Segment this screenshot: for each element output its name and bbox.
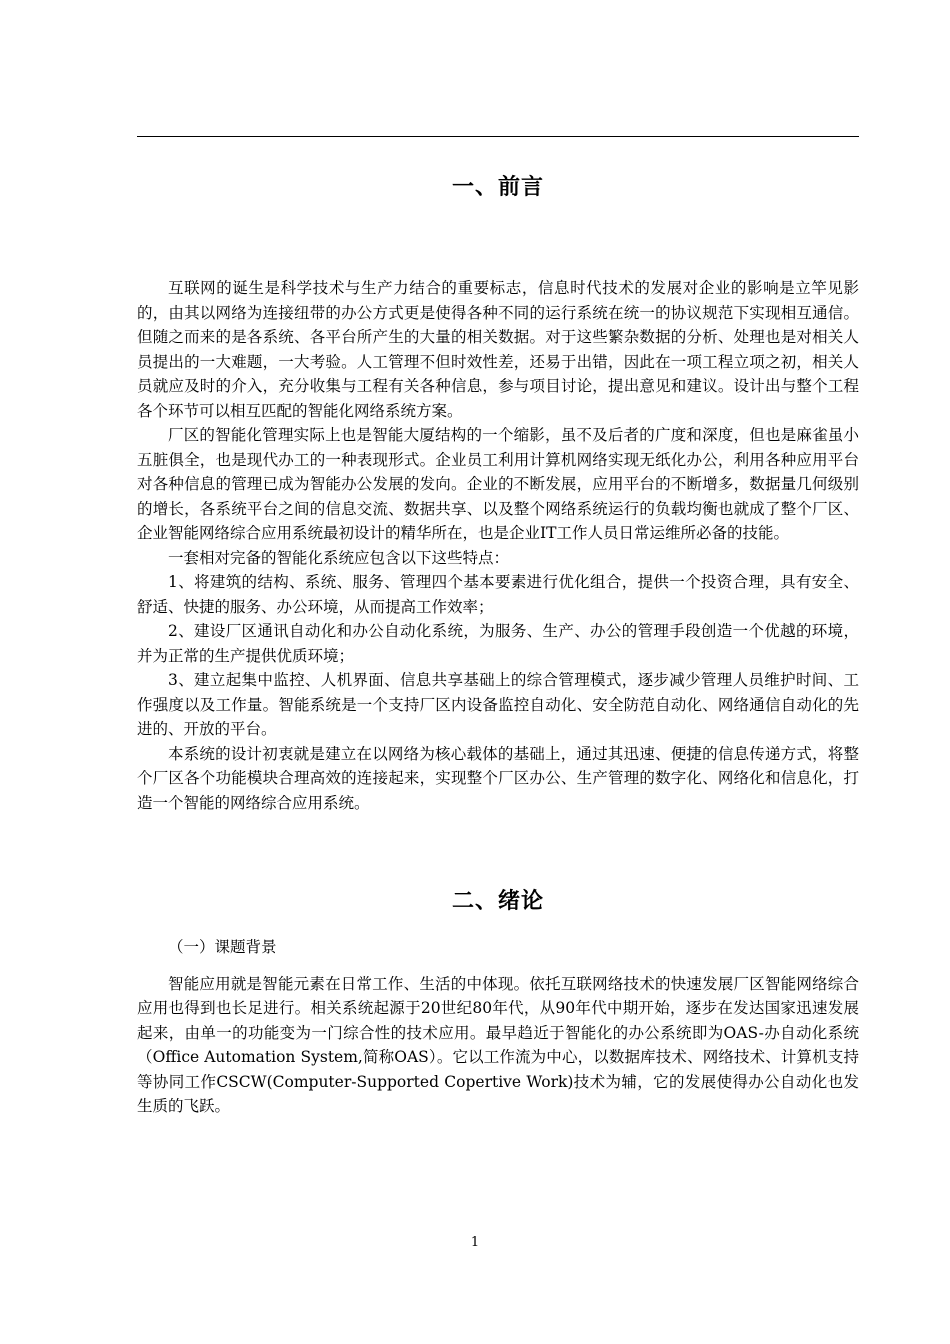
section-1-paragraph: 本系统的设计初衷就是建立在以网络为核心载体的基础上，通过其迅速、便捷的信息传递方式，将整个厂区各个功能模块合理高效的连接起来，实现整个厂区办公、生产管理的数字化、网络化和信息化，打造一个智能的网络综合应用系统。	[137, 744, 859, 812]
section-2-subheading: （一）课题背景	[168, 938, 277, 956]
section-1-paragraph: 互联网的诞生是科学技术与生产力结合的重要标志，信息时代技术的发展对企业的影响是立竿见影的，由其以网络为连接纽带的办公方式更是使得各种不同的运行系统在统一的协议规范下实现相互通信。但随之而来的是各系统、各平台所产生的大量的相关数据。对于这些繁杂数据的分析、处理也是对相关人员提出的一大难题，一大考验。人工管理不但时效性差，还易于出错，因此在一项工程立项之初，相关人员就应及时的介入，充分收集与工程有关各种信息，参与项目讨论，提出意见和建议。设计出与整个工程各个环节可以相互匹配的智能化网络系统方案。	[137, 279, 859, 420]
section-2-paragraph: 智能应用就是智能元素在日常工作、生活的中体现。依托互联网络技术的快速发展厂区智能网络综合应用也得到也长足进行。相关系统起源于20世纪80年代，从90年代中期开始，逐步在发达国家迅速发展起来，由单一的功能变为一门综合性的技术应用。最早趋近于智能化的办公系统即为OAS-办自动化系统（Office Automation System,简称OAS）。它以工作流为中心，以数据库技术、网络技术、计算机支持等协同工作CSCW(Computer-Supported Copertive Work)技术为辅，它的发展使得办公自动化也发生质的飞跃。	[137, 974, 859, 1115]
page-content	[137, 168, 859, 1119]
section-2-title: 二、绪论	[451, 889, 544, 914]
section-1-list-item: 3、建立起集中监控、人机界面、信息共享基础上的综合管理模式，逐步减少管理人员维护时间、工作强度以及工作量。智能系统是一个支持厂区内设备监控自动化、安全防范自动化、网络通信自动化的先进的、开放的平台。	[137, 671, 859, 738]
page-number: 1	[470, 1235, 480, 1250]
header-rule	[137, 136, 859, 137]
section-1-title: 一、前言	[451, 175, 544, 200]
section-1-paragraph: 一套相对完备的智能化系统应包含以下这些特点：	[168, 548, 510, 567]
section-1-list-item: 1、将建筑的结构、系统、服务、管理四个基本要素进行优化组合，提供一个投资合理，具有安全、舒适、快捷的服务、办公环境，从而提高工作效率；	[137, 573, 859, 616]
section-1-paragraph: 厂区的智能化管理实际上也是智能大厦结构的一个缩影，虽不及后者的广度和深度，但也是麻雀虽小五脏俱全，也是现代办工的一种表现形式。企业员工利用计算机网络实现无纸化办公，利用各种应用平台对各种信息的管理已成为智能办公发展的发向。企业的不断发展，应用平台的不断增多，数据量几何级别的增长，各系统平台之间的信息交流、数据共享、以及整个网络系统运行的负载均衡也就成了整个厂区、企业智能网络综合应用系统最初设计的精华所在，也是企业IT工作人员日常运维所必备的技能。	[137, 426, 859, 542]
section-1-list-item: 2、建设厂区通讯自动化和办公自动化系统，为服务、生产、办公的管理手段创造一个优越的环境，并为正常的生产提供优质环境；	[137, 622, 859, 665]
